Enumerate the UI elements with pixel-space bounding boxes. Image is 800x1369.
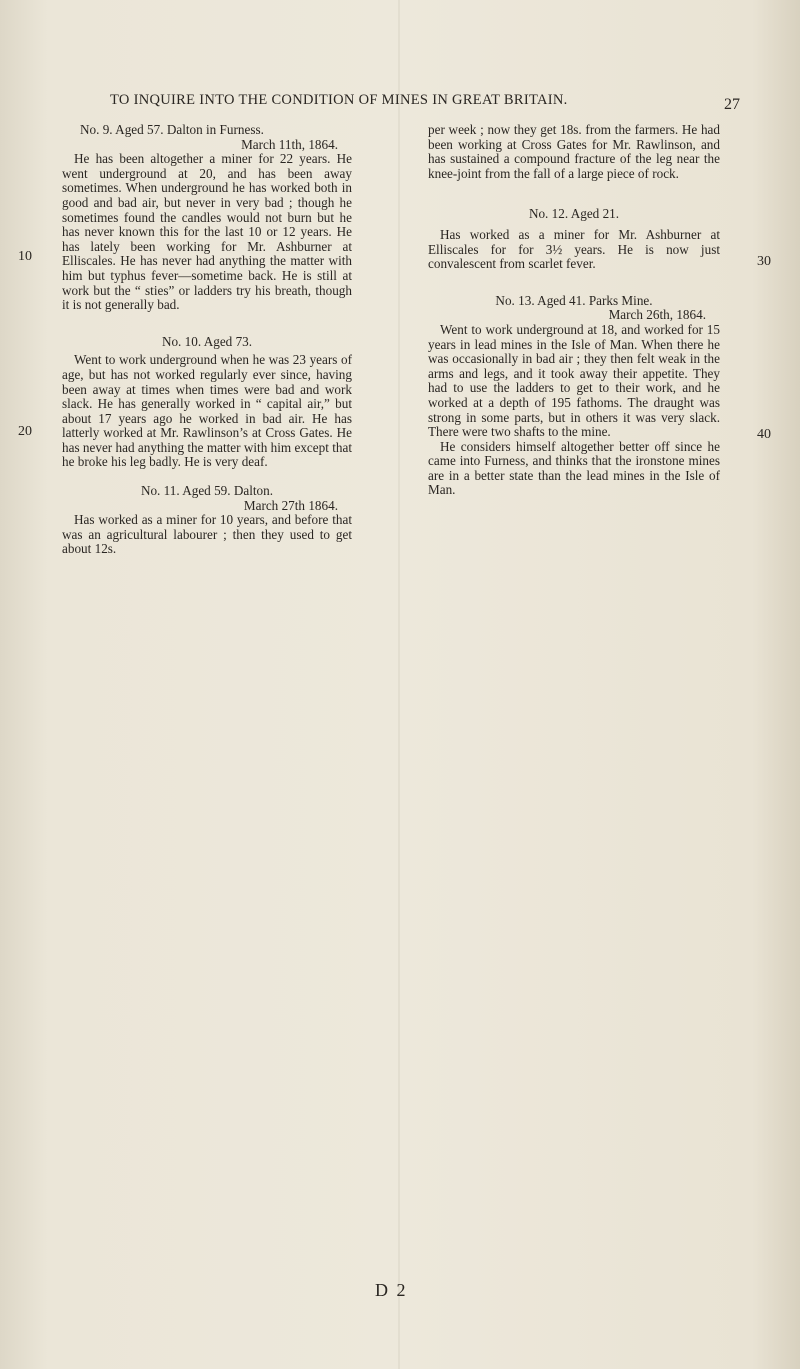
case-12-heading: No. 12. Aged 21.	[528, 206, 620, 222]
left-column	[62, 123, 352, 557]
case-13-heading: No. 13. Aged 41. Parks Mine.	[495, 292, 653, 308]
case-9-text: He has been altogether a miner for 22 years. He went underground at 20, and has been away sometimes. When underground he has worked both in good and bad air, but never in very bad ; though he sometimes found the candles would not burn but he has never known this for the last 10 or 12 years. He has lately been working for Mr. Ashburner at Elliscales. He has never had anything the matter with him but typhus fever—sometime back. He is still at work but the “ sties” or ladders try his breath, though it is not generally bad.	[62, 151, 352, 313]
case-11-text: Has worked as a miner for 10 years, and before that was an agricultural labourer ; then they used to get about 12s.	[62, 512, 352, 557]
right-column	[428, 123, 720, 498]
case-10-heading: No. 10. Aged 73.	[161, 333, 253, 349]
case-9-date: March 11th, 1864.	[241, 136, 338, 152]
case-11-date: March 27th 1864.	[243, 497, 338, 513]
line-number-30: 30	[757, 254, 771, 269]
line-number-40: 40	[757, 427, 771, 442]
case-13-text-2: He considers himself altogether better off since he came into Furness, and thinks that the ironstone mines are in a better state than the lead mines in the Isle of Man.	[428, 438, 720, 498]
case-10-text: Went to work underground when he was 23 years of age, but has not worked regularly ever since, having been away at times when times were bad and work slack. He has generally worked in “ capital air,” but about 17 years ago he worked in bad air. He has latterly worked at Mr. Rawlinson’s at Cross Gates. He has never had anything the matter with him except that he broke his leg badly. He is very deaf.	[62, 352, 352, 470]
case-13-text: Went to work underground at 18, and worked for 15 years in lead mines in the Isle of Man. When there he was occasionally in bad air ; they then felt weak in the arms and legs, and it took away their appetite. They had to use the ladders to get to their work, and he worked at a depth of 195 fathoms. The draught was strong in some parts, but in others it was very slack. There were two shafts to the mine.	[428, 321, 720, 440]
line-number-10: 10	[18, 249, 32, 264]
page-fold	[398, 0, 400, 1369]
signature-mark: D 2	[375, 1280, 408, 1300]
case-12-text: Has worked as a miner for Mr. Ashburner at Elliscales for for 3½ years. He is now just convalescent from scarlet fever.	[428, 226, 720, 272]
running-header: TO INQUIRE INTO THE CONDITION OF MINES IN GREAT BRITAIN.	[110, 92, 568, 108]
case-13-date: March 26th, 1864.	[608, 307, 706, 323]
line-number-20: 20	[18, 424, 32, 439]
case-11-heading: No. 11. Aged 59. Dalton.	[140, 483, 274, 499]
page-number: 27	[724, 96, 740, 113]
case-11-continuation: per week ; now they get 18s. from the farmers. He had been working at Cross Gates for Mr. Rawlinson, and has sustained a compound fracture of the leg near the knee-joint from the fall of a large piece of rock.	[428, 122, 720, 181]
case-9-heading: No. 9. Aged 57. Dalton in Furness.	[80, 122, 264, 137]
